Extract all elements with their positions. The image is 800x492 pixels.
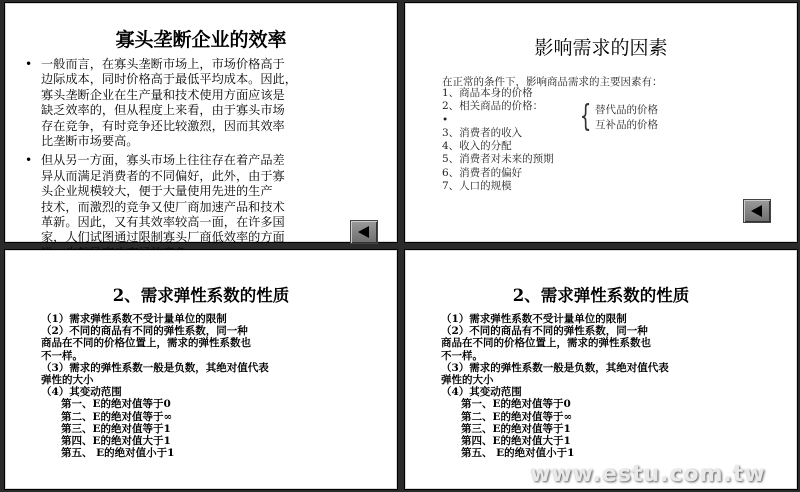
slide-title: 2、需求弹性系数的性质 [512, 286, 690, 305]
body-line: 不一样。 [441, 349, 483, 362]
sub-item: 互补品的价格 [595, 119, 658, 131]
bullet-line: 边际成本，同时价格高于最低平均成本。因此， [41, 72, 297, 87]
range-item: 第二、E的绝对值等于∞ [461, 410, 573, 423]
range-item: 第一、E的绝对值等于0 [61, 398, 171, 411]
body-line: 弹性的大小 [41, 374, 94, 387]
bullet-line: 存在竞争，有时竞争还比较激烈，因而其效率 [41, 118, 285, 133]
slide-elasticity-properties-copy [404, 249, 798, 490]
bullet-list [25, 57, 375, 265]
bullet-dot-icon: • [25, 153, 33, 168]
bullet-dot-icon: • [25, 57, 33, 71]
factor-list [442, 87, 554, 193]
list-item: 6、消费者的偏好 [442, 166, 523, 179]
range-item: 第三、E的绝对值等于1 [61, 422, 171, 435]
body-line: 商品在不同的价格位置上，需求的弹性系数也 [441, 337, 651, 350]
body-line: 弹性的大小 [441, 374, 494, 387]
bullet-line: 但从另一方面，寡头市场上往往存在着产品差 [41, 153, 285, 168]
list-item: • [442, 113, 449, 126]
back-button[interactable] [743, 199, 771, 223]
slide-title: 寡头垄断企业的效率 [115, 29, 287, 51]
slide-elasticity-properties [4, 249, 398, 490]
bullet-line: 比垄断市场要高。 [41, 134, 139, 149]
back-button[interactable] [350, 220, 378, 244]
bullet-line: 革新。因此，又有其效率较高一面，在许多国 [41, 215, 285, 230]
slide-title: 2、需求弹性系数的性质 [112, 286, 290, 305]
bullet-line: 一般而言，在寡头垄断市场上，市场价格高于 [41, 57, 285, 71]
body-line: 不一样。 [41, 349, 83, 362]
bullet-line: 头企业规模较大，便于大量使用先进的生产 [41, 184, 273, 199]
back-arrow-icon [358, 226, 369, 238]
range-item: 第一、E的绝对值等于0 [461, 398, 571, 411]
body-line: （1）需求弹性系数不受计量单位的限制 [41, 313, 227, 325]
body-line: （3）需求的弹性系数一般是负数，其绝对值代表 [41, 361, 269, 374]
body-line: （1）需求弹性系数不受计量单位的限制 [441, 313, 627, 325]
bullet-line: 缺乏效率的，但从程度上来看，由于寡头市场 [41, 103, 285, 118]
bullet-line: 寡头垄断企业在生产量和技术使用方面应该是 [41, 87, 285, 102]
body-line: （3）需求的弹性系数一般是负数，其绝对值代表 [441, 361, 669, 374]
range-item: 第三、E的绝对值等于1 [461, 422, 571, 435]
bullet-line: 技术，而激烈的竞争又使厂商加速产品和技术 [41, 199, 285, 214]
intro-text: 在正常的条件下，影响商品需求的主要因素有： [442, 76, 663, 88]
slide-demand-factors [404, 2, 798, 243]
slide-title: 影响需求的因素 [534, 37, 668, 59]
slide-body [441, 313, 669, 459]
range-item: 第二、E的绝对值等于∞ [61, 410, 173, 423]
list-item: 2、相关商品的价格： [442, 100, 544, 113]
bullet-item [25, 153, 375, 261]
watermark: www.estu.com.tw [530, 462, 766, 487]
body-line: （4）其变动范围 [41, 386, 122, 399]
list-item: 4、收入的分配 [442, 140, 512, 153]
range-item: 第五、 E的绝对值小于1 [461, 447, 575, 460]
list-item: 3、消费者的收入 [442, 126, 523, 139]
bullet-line: 家，人们试图通过限制寡头厂商低效率的方面 [41, 230, 285, 245]
slide-oligopoly-efficiency [4, 2, 398, 243]
body-line: （2）不同的商品有不同的弹性系数，同一种 [41, 325, 248, 338]
list-item: 5、消费者对未来的预期 [442, 153, 554, 166]
body-line: 商品在不同的价格位置上，需求的弹性系数也 [41, 337, 251, 350]
range-item: 第四、E的绝对值大于1 [461, 435, 571, 448]
body-line: （4）其变动范围 [441, 386, 522, 399]
list-item: 1、商品本身的价格 [442, 87, 533, 99]
back-arrow-icon [751, 205, 762, 217]
range-item: 第四、E的绝对值大于1 [61, 435, 171, 448]
sub-item: 替代品的价格 [595, 104, 658, 116]
range-item: 第五、 E的绝对值小于1 [61, 447, 175, 460]
slide-body [41, 313, 269, 459]
body-line: （2）不同的商品有不同的弹性系数，同一种 [441, 325, 648, 338]
bullet-item [25, 57, 375, 149]
list-item: 7、人口的规模 [442, 180, 512, 193]
bullet-line: 异从而满足消费者的不同偏好，此外，由于寡 [41, 168, 285, 183]
brace-icon: { [579, 99, 592, 134]
